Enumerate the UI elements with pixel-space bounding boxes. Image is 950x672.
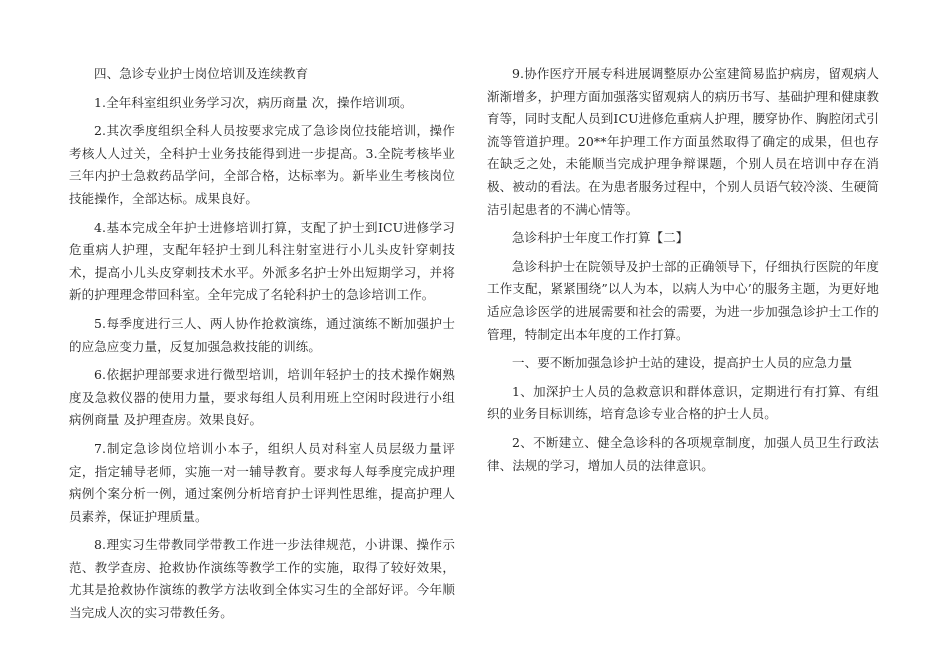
left-column xyxy=(69,63,455,625)
right-column xyxy=(487,63,879,477)
paragraph-8: 8.理实习生带教同学带教工作进一步法律规范，小讲课、操作示范、教学查房、抢救协作演练等教学工作的实施，取得了较好效果，尤其是抢救协作演练的教学方法收到全体实习生的全部好评。今年顺当完成人次的实习带教任务。 xyxy=(69,537,455,621)
section-heading-four: 四、急诊专业护士岗位培训及连续教育 xyxy=(94,66,309,81)
paragraph-6: 6.依据护理部要求进行微型培训，培训年轻护士的技术操作娴熟度及急救仪器的使用力量，要求每组人员利用班上空闲时段进行小组病例商量 及护理查房。效果良好。 xyxy=(69,367,455,428)
item-2: 2、不断建立、健全急诊科的各项规章制度，加强人员卫生行政法律、法规的学习，增加人员的法律意识。 xyxy=(487,434,879,473)
paragraph-5: 5.每季度进行三人、两人协作抢救演练，通过演练不断加强护士的应急应变力量，反复加强急救技能的训练。 xyxy=(69,315,455,354)
paragraph-4: 4.基本完成全年护士进修培训打算，支配了护士到ICU进修学习危重病人护理，支配年轻护士到儿科注射室进行小儿头皮针穿刺技术，提高小儿头皮穿刺技术水平。外派多名护士外出短期学习，并将新的护理理念带回科室。全年完成了名轮科护士的急诊培训工作。 xyxy=(69,219,455,303)
section-one-heading: 一、要不断加强急诊护士站的建设，提高护士人员的应急力量 xyxy=(512,355,853,371)
paragraph-9: 9.协作医疗开展专科进展调整原办公室建简易监护病房，留观病人渐渐增多，护理方面加强落实留观病人的病历书写、基础护理和健康教育等，同时支配人员到ICU进修危重病人护理，腰穿协作、胸腔闭式引流等管道护理。20**年护理工作方面虽然取得了确定的成果，但也存在缺乏之处，未能顺当完成护理争辩课题，个别人员在培训中存在消极、被动的看法。在为患者服务过程中，个别人员语气较冷淡、生硬简洁引起患者的不满心情等。 xyxy=(487,66,879,217)
item-1: 1、加深护士人员的急救意识和群体意识，定期进行有打算、有组织的业务目标训练，培育急诊专业合格的护士人员。 xyxy=(487,383,879,422)
intro-paragraph: 急诊科护士在院领导及护士部的正确领导下，仔细执行医院的年度工作支配，紧紧围绕”以人为本，以病人为中心’的服务主题，为更好地适应急诊医学的进展需要和社会的需要，为进一步加强急诊护士工作的管理，特制定出本年度的工作打算。 xyxy=(487,258,879,342)
paragraph-2: 2.其次季度组织全科人员按要求完成了急诊岗位技能培训，操作考核人人过关，全科护士业务技能得到进一步提高。3.全院考核毕业三年内护士急救药品学问，全部合格，达标率为。新毕业生考核岗位技能操作，全部达标。成果良好。 xyxy=(69,123,455,206)
paragraph-7: 7.制定急诊岗位培训小本子，组织人员对科室人员层级力量评定，指定辅导老师，实施一对一辅导教育。要求每人每季度完成护理病例个案分析一例，通过案例分析培育护士评判性思维，提高护理人员素养，保证护理质量。 xyxy=(69,440,455,524)
paragraph-1: 1.全年科室组织业务学习次，病历商量 次，操作培训项。 xyxy=(94,94,413,110)
plan-title: 急诊科护士年度工作打算【二】 xyxy=(512,230,689,246)
